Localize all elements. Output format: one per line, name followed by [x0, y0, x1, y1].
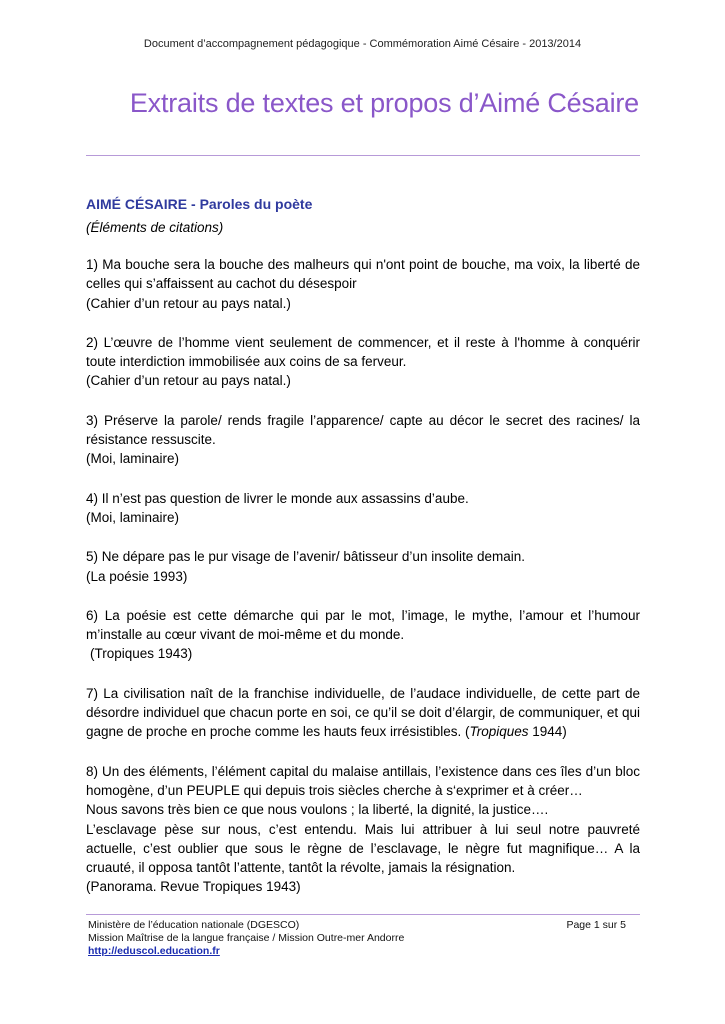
section-title: AIMÉ CÉSAIRE - Paroles du poète: [86, 196, 313, 212]
citation-1: [86, 255, 640, 313]
citation-text: 6) La poésie est cette démarche qui par le mot, l’image, le mythe, l’amour et l’humour m’installe au cœur vivant de moi-même et du monde.: [86, 607, 640, 643]
footer-divider: [86, 914, 640, 915]
citation-source: (Moi, laminaire): [86, 509, 180, 525]
citation-text: 8) Un des éléments, l’élément capital du malaise antillais, l’existence dans ces îles d’un bloc homogène, d’un PEUPLE qui depuis trois siècles cherche à s‘exprimer et à créer…: [86, 763, 640, 798]
document-header: Document d’accompagnement pédagogique - Commémoration Aimé Césaire - 2013/2014: [143, 38, 582, 50]
citation-text: 4) Il n’est pas question de livrer le monde aux assassins d’aube.: [86, 490, 469, 506]
citations-section: [86, 196, 640, 897]
footer-ministry: Ministère de l’éducation nationale (DGESCO): [88, 919, 300, 931]
citation-text: 3) Préserve la parole/ rends fragile l’apparence/ capte au décor le secret des racines/ la résistance ressuscite.: [86, 412, 640, 448]
citation-italic-source: Tropiques: [469, 724, 529, 740]
citation-text: 5) Ne dépare pas le pur visage de l’avenir/ bâtisseur d’un insolite demain.: [86, 549, 526, 565]
footer-mission: Mission Maîtrise de la langue française / Mission Outre-mer Andorre: [88, 932, 405, 944]
citation-source: (Cahier d’un retour au pays natal.): [86, 373, 291, 389]
citation-7: [86, 684, 640, 742]
citation-4: [86, 489, 640, 528]
citation-text: [86, 684, 640, 742]
citation-source: (Moi, laminaire): [86, 451, 180, 467]
page-number: Page 1 sur 5: [566, 919, 626, 931]
citation-source: (Tropiques 1943): [90, 646, 193, 662]
citation-text: L’esclavage pèse sur nous, c’est entendu. Mais lui attribuer à lui seul notre pauvreté actuelle, c’est oublier que sous le règne de l’esclavage, le nègre fut magnifique… A la cruauté, il opposa tantôt l’attente, tantôt la révolte, jamais la résignation.: [86, 821, 640, 876]
citation-source: (Panorama. Revue Tropiques 1943): [86, 879, 301, 895]
document-footer: [88, 919, 640, 958]
citation-8: [86, 762, 640, 897]
citation-tail: 1944): [528, 724, 567, 740]
citation-5: [86, 547, 640, 586]
citation-body: 7) La civilisation naît de la franchise individuelle, de l’audace individuelle, de cette part de désordre individuel que chacun porte en soi, ce qu’il se doit d’élargir, de communiquer, et qui gagne de proche en proche comme les hauts feux irrésistibles. (: [86, 685, 640, 740]
page-title: Extraits de textes et propos d’Aimé Césaire: [129, 88, 639, 118]
section-subtitle: (Éléments de citations): [86, 220, 224, 235]
citation-text: 2) L’œuvre de l’homme vient seulement de commencer, et il reste à l'homme à conquérir toute interdiction immobilisée aux coins de sa ferveur.: [86, 334, 640, 370]
citation-3: [86, 411, 640, 469]
citation-2: [86, 333, 640, 391]
eduscol-link[interactable]: http://eduscol.education.fr: [88, 945, 220, 957]
title-divider: [86, 155, 640, 156]
citation-text: Nous savons très bien ce que nous voulons ; la liberté, la dignité, la justice….: [86, 802, 549, 818]
citation-source: (La poésie 1993): [86, 568, 188, 584]
citation-source: (Cahier d’un retour au pays natal.): [86, 295, 291, 311]
citation-text: 1) Ma bouche sera la bouche des malheurs qui n'ont point de bouche, ma voix, la liberté de celles qui s’affaissent au cachot du désespoir: [86, 257, 640, 292]
citation-6: [86, 606, 640, 664]
